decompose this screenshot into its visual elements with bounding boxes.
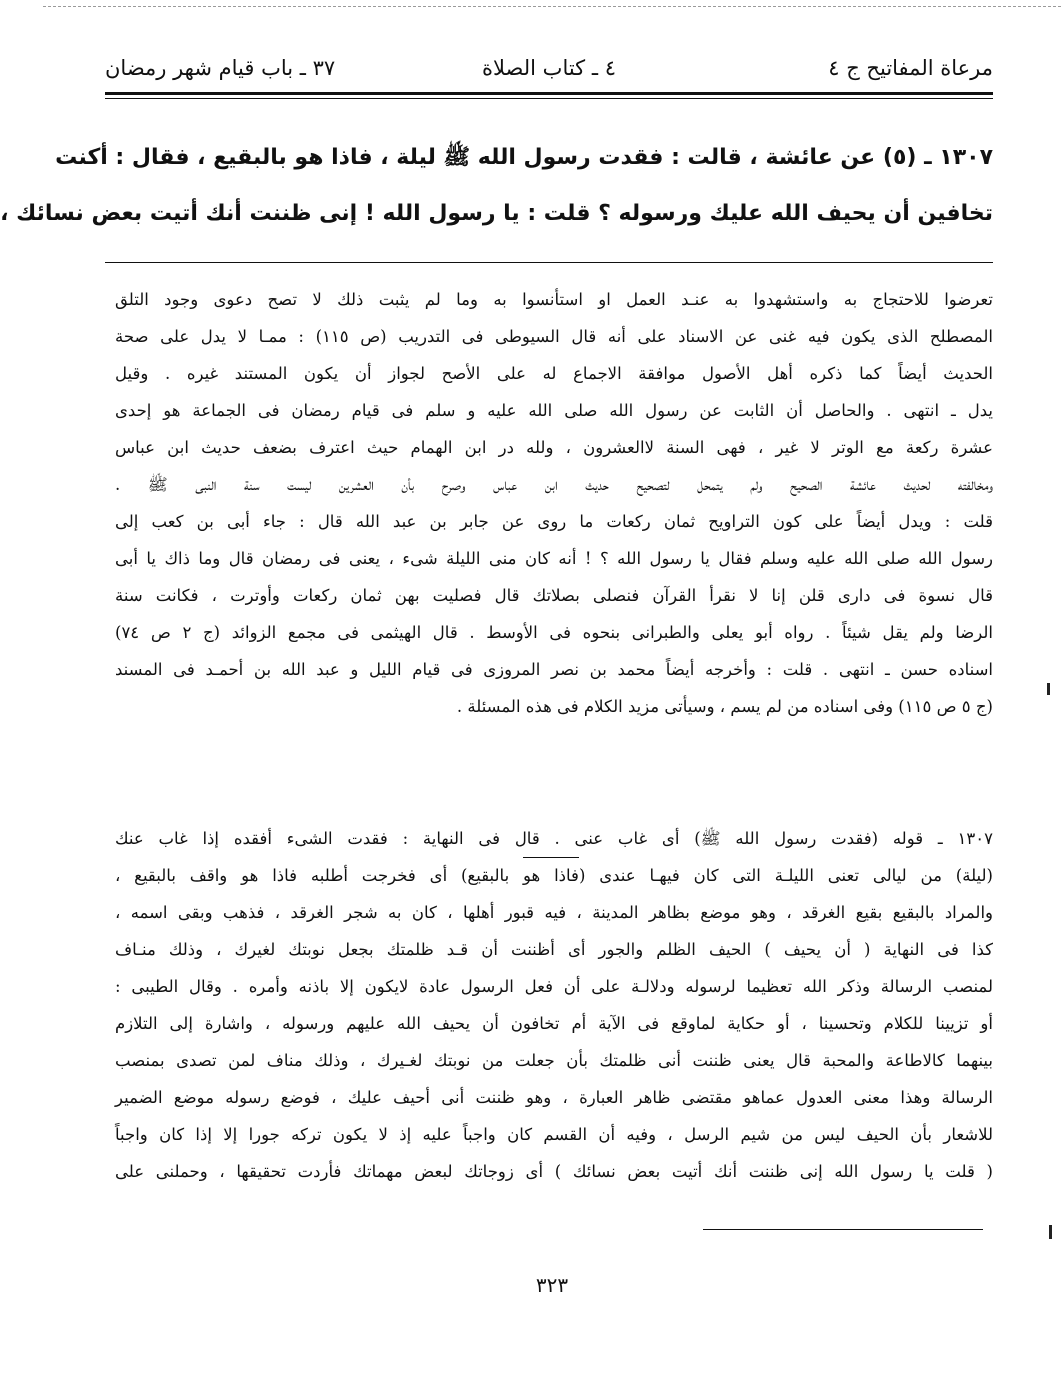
commentary-line: الرسالة وهذا معنى العدول عماهو مقتضى ظاهر العبارة ، وهو ظننت أنى أحيف عليك ، فوضع رسوله موضع الضمير	[115, 1088, 993, 1107]
commentary-line: (ج ٥ ص ١١٥) وفى اسناده من لم يسم ، وسيأتى مزيد الكلام فى هذه المسئلة .	[456, 697, 993, 716]
hadith-line: تخافين أن يحيف الله عليك ورسوله ؟ قلت : يا رسول الله ! إنى ظننت أنك أتيت بعض نسائك ،	[0, 201, 993, 226]
hadith-text	[0, 130, 993, 242]
commentary-line: كذا فى النهاية ( أن يحيف ) الحيف الظلم والجور أى أظننت أن قـد ظلمتك بجعل نوبتك لغيرك ، وذلك منـاف	[115, 940, 993, 959]
commentary-line: ١٣٠٧ ـ قوله (فقدت رسول الله ﷺ) أى غاب عنى . قال فى النهاية : فقدت الشىء أفقده إذا غاب عنك	[115, 829, 993, 848]
commentary-line: للاشعار بأن الحيف ليس من شيم الرسل ، وفيه أن القسم كان واجباً عليه إذ لا يكون تركه جورا إلا إذا كان واجباً	[115, 1125, 993, 1144]
commentary-line: ومخالفته لحديث عائشة الصحيح ولم يتمحل لتصحيح حديث ابن عباس وصرح بأن العشرين ليست سنة النبى ﷺ .	[115, 475, 993, 494]
commentary-line: يدل ـ انتهى . والحاصل أن الثابت عن رسول الله صلى الله عليه و سلم فى قيام رمضان فى الجماعة هو إحدى	[115, 401, 993, 420]
header-book-title: مرعاة المفاتيح ج ٤	[828, 56, 993, 80]
commentary-line: والمراد بالبقيع بقيع الغرقد ، وهو موضع بظاهر المدينة ، فيه قبور أهلها ، كان به شجر الغرقد ، فذهب وبقى اسمه ،	[115, 903, 993, 922]
commentary-line: رسول الله صلى الله عليه وسلم فقال يا رسول الله ؟ ! أنه كان منى الليلة شىء ، يعنى فى رمضان قال وما ذاك يا أبى	[115, 549, 993, 568]
inline-rule	[523, 857, 579, 858]
commentary-block-b	[115, 820, 993, 1190]
page-number: ٣٢٣	[535, 1273, 569, 1297]
hadith-separator	[105, 262, 993, 263]
header-section: ٣٧ ـ باب قيام شهر رمضان	[105, 56, 336, 80]
commentary-line: أو تزيينا للكلام وتحسينا ، أو حكاية لماوقع فى الآية أم تخافون أن يحيف الله عليهم ورسوله ، واشارة إلى التلازم	[115, 1014, 993, 1033]
margin-mark	[1049, 1225, 1052, 1239]
commentary-line: المصطلح الذى يكون فيه غنى عن الاسناد على أنه قال السيوطى فى التدريب (ص ١١٥) : ممـا لا يدل على صحة	[115, 327, 993, 346]
running-header	[105, 48, 993, 90]
margin-mark	[1047, 683, 1050, 695]
commentary-line: الحديث أيضاً كما ذكره أهل الأصول موافقة الاجماع له على الأصح لجواز أن يكون المستند غيره . وقيل	[115, 364, 993, 383]
header-chapter: ٤ ـ كتاب الصلاة	[482, 56, 616, 80]
commentary-line: قلت : ويدل أيضاً على كون التراويح ثمان ركعات ما روى عن جابر بن عبد الله قال : جاء أبى بن كعب إلى	[115, 512, 993, 531]
commentary-block-a	[115, 281, 993, 725]
commentary-line: ( قلت يا رسول الله إنى ظننت أنك أتيت بعض نسائك ) أى زوجاتك لبعض مهماتك فأردت تحقيقها ، وحملنى على	[115, 1162, 993, 1181]
scan-edge-line	[43, 6, 1061, 7]
commentary-line: (ليلة) من ليالى تعنى الليلـة التى كان فيهـا عندى (فاذا هو بالبقيع) أى فخرجت أطلبه فاذا هو واقف بالبقيع ،	[115, 866, 993, 885]
quote-underline	[703, 1229, 983, 1230]
hadith-line: ١٣٠٧ ـ (٥) عن عائشة ، قالت : فقدت رسول الله ﷺ ليلة ، فاذا هو بالبقيع ، فقال : أكنت	[55, 145, 993, 170]
header-rule-thick	[105, 92, 993, 95]
header-rule-thin	[105, 98, 993, 99]
commentary-line: عشرة ركعة مع الوتر لا غير ، فهى السنة لاالعشرون ، ولله در ابن الهمام حيث اعترف بضعف حديث ابن عباس	[115, 438, 993, 457]
commentary-line: الرضا ولم يقل شيئاً . رواه أبو يعلى والطبرانى بنحوه فى الأوسط . قال الهيثمى فى مجمع الزوائد (ج ٢ ص ٧٤)	[115, 623, 993, 642]
commentary-line: اسناده حسن ـ انتهى . قلت : وأخرجه أيضاً محمد بن نصر المروزى فى قيام الليل و عبد الله بن أحمـد فى المسند	[115, 660, 993, 679]
commentary-line: بينهما كالاطاعة والمحبة قال يعنى ظننت أنى ظلمتك بأن جعلت من نوبتك لغـيرك ، وذلك مناف لمن تصدى بمنصب	[115, 1051, 993, 1070]
commentary-line: تعرضوا للاحتجاج به واستشهدوا به عنـد العمل او استأنسوا به وما لم يثبت ذلك لا تصح دعوى وجود التلق	[115, 290, 993, 309]
commentary-line: قال نسوة فى دارى قلن إنا لا نقرأ القرآن فنصلى بصلاتك قال فصليت بهن ثمان ركعات وأوترت ، فكانت سنة	[115, 586, 993, 605]
commentary-line: لمنصب الرسالة وذكر الله تعظيما لرسوله ودلالـة على أن فعل الرسول عادة لايكون إلا باذنه وأمره . وقال الطيبى :	[115, 977, 993, 996]
